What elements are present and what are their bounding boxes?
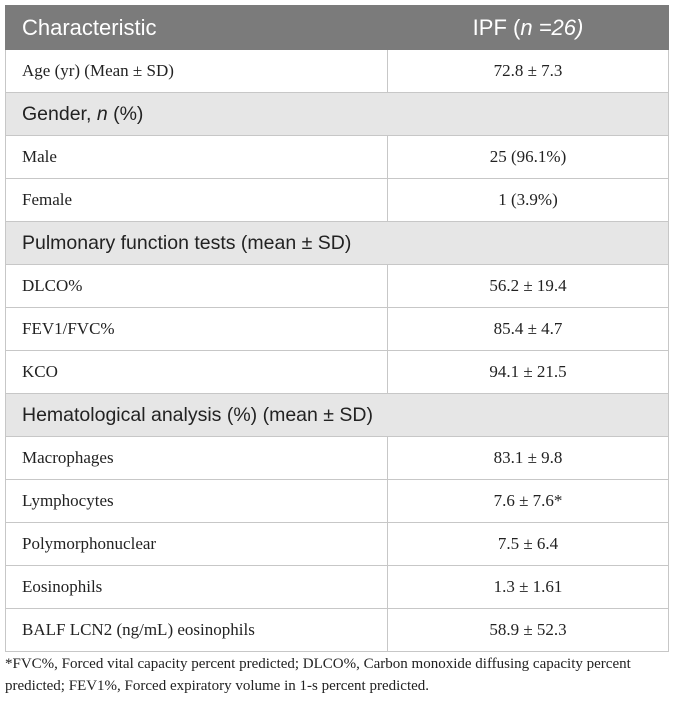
table-row <box>6 480 669 523</box>
header-ipf-prefix: IPF ( <box>472 14 521 40</box>
characteristics-table <box>5 5 669 652</box>
table-row <box>6 265 669 308</box>
row-label-fev1: FEV1/FVC% <box>6 308 388 351</box>
header-ipf-suffix: =26) <box>532 14 584 40</box>
header-characteristic: Characteristic <box>6 6 388 50</box>
table-row <box>6 351 669 394</box>
row-label-kco: KCO <box>6 351 388 394</box>
table-row <box>6 609 669 652</box>
section-gender-n: n <box>96 102 108 125</box>
table-row <box>6 308 669 351</box>
section-row-hematological <box>6 394 669 437</box>
section-row-pft <box>6 222 669 265</box>
row-value-male: 25 (96.1%) <box>388 136 669 179</box>
row-value-kco: 94.1 ± 21.5 <box>388 351 669 394</box>
table-row <box>6 179 669 222</box>
table-row <box>6 50 669 93</box>
section-gender-prefix: Gender, <box>22 102 97 125</box>
row-label-female: Female <box>6 179 388 222</box>
row-value-polymorphonuclear: 7.5 ± 6.4 <box>388 523 669 566</box>
row-label-macrophages: Macrophages <box>6 437 388 480</box>
header-ipf-n: n <box>520 14 533 40</box>
table-row <box>6 523 669 566</box>
row-label-balf: BALF LCN2 (ng/mL) eosinophils <box>6 609 388 652</box>
row-value-eosinophils: 1.3 ± 1.61 <box>388 566 669 609</box>
row-value-female: 1 (3.9%) <box>388 179 669 222</box>
table-header-row <box>6 6 669 50</box>
section-gender-suffix: (%) <box>107 102 144 125</box>
row-label-polymorphonuclear: Polymorphonuclear <box>6 523 388 566</box>
row-value-dlco: 56.2 ± 19.4 <box>388 265 669 308</box>
section-hematological: Hematological analysis (%) (mean ± SD) <box>6 394 669 437</box>
row-label-dlco: DLCO% <box>6 265 388 308</box>
row-label-male: Male <box>6 136 388 179</box>
row-value-fev1: 85.4 ± 4.7 <box>388 308 669 351</box>
row-label-lymphocytes: Lymphocytes <box>6 480 388 523</box>
row-label-eosinophils: Eosinophils <box>6 566 388 609</box>
table-row <box>6 136 669 179</box>
row-value-balf: 58.9 ± 52.3 <box>388 609 669 652</box>
row-value-lymphocytes: 7.6 ± 7.6* <box>388 480 669 523</box>
section-pft: Pulmonary function tests (mean ± SD) <box>6 222 669 265</box>
table-row <box>6 566 669 609</box>
row-value-macrophages: 83.1 ± 9.8 <box>388 437 669 480</box>
section-row-gender <box>6 93 669 136</box>
row-label-age: Age (yr) (Mean ± SD) <box>6 50 388 93</box>
row-value-age: 72.8 ± 7.3 <box>388 50 669 93</box>
table-footnote: *FVC%, Forced vital capacity percent predicted; DLCO%, Carbon monoxide diffusing capacity percent predicted; FEV1%, Forced expiratory volume in 1-s percent predicted. <box>5 656 631 694</box>
header-ipf <box>388 6 669 50</box>
section-gender <box>6 93 669 136</box>
table-row <box>6 437 669 480</box>
